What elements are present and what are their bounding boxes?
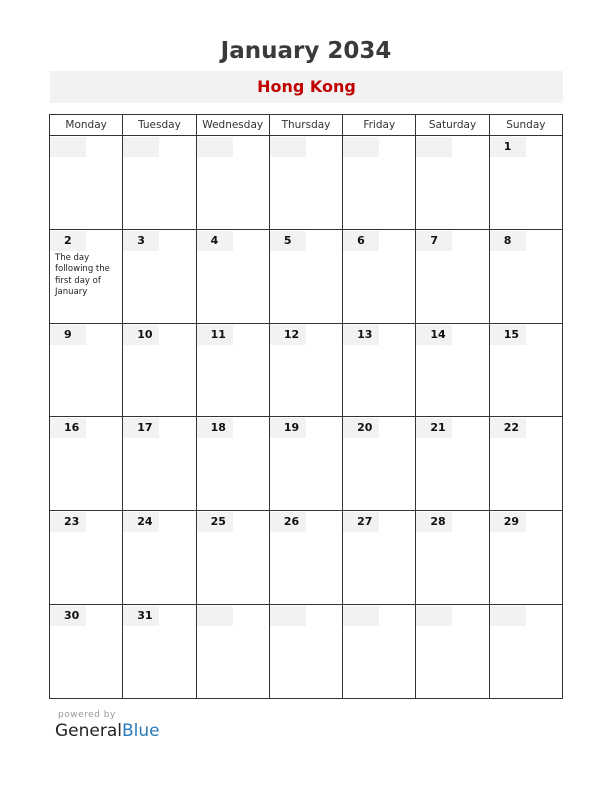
- powered-by-label: powered by: [58, 710, 116, 720]
- brand-blue: Blue: [122, 721, 160, 741]
- day-cell[interactable]: [489, 605, 562, 699]
- day-cell[interactable]: [123, 417, 196, 511]
- weekday-header: Thursday: [269, 115, 342, 136]
- day-cell[interactable]: [343, 323, 416, 417]
- day-number: [416, 606, 452, 626]
- day-number: 28: [416, 512, 452, 532]
- region-banner: [50, 71, 563, 103]
- day-cell[interactable]: [343, 136, 416, 230]
- day-cell[interactable]: [269, 136, 342, 230]
- weekday-header: Tuesday: [123, 115, 196, 136]
- day-cell[interactable]: [416, 229, 489, 323]
- brand-general: General: [55, 721, 122, 741]
- day-number: 8: [490, 231, 526, 251]
- day-number: 22: [490, 418, 526, 438]
- day-cell[interactable]: [50, 323, 123, 417]
- week-row: [50, 136, 563, 230]
- region-name: Hong Kong: [257, 77, 356, 96]
- calendar-body: [50, 136, 563, 699]
- day-number: 10: [123, 325, 159, 345]
- page-title: January 2034: [220, 38, 392, 64]
- day-number: 5: [270, 231, 306, 251]
- day-number: 1: [490, 137, 526, 157]
- day-number: 31: [123, 606, 159, 626]
- day-number: [343, 137, 379, 157]
- weekday-header: Sunday: [489, 115, 562, 136]
- weekday-header: Saturday: [416, 115, 489, 136]
- day-number: [197, 137, 233, 157]
- day-cell[interactable]: [416, 417, 489, 511]
- day-number: 3: [123, 231, 159, 251]
- day-number: [270, 606, 306, 626]
- weekday-header: Wednesday: [196, 115, 269, 136]
- day-cell[interactable]: [489, 229, 562, 323]
- day-number: 2: [50, 231, 86, 251]
- day-cell[interactable]: [196, 417, 269, 511]
- day-cell[interactable]: [123, 323, 196, 417]
- day-cell[interactable]: [269, 417, 342, 511]
- weekday-header: Friday: [343, 115, 416, 136]
- day-cell[interactable]: [343, 511, 416, 605]
- day-number: 15: [490, 325, 526, 345]
- day-cell[interactable]: [50, 605, 123, 699]
- day-cell[interactable]: [50, 511, 123, 605]
- day-number: 19: [270, 418, 306, 438]
- day-cell[interactable]: [196, 136, 269, 230]
- day-number: [50, 137, 86, 157]
- day-number: 14: [416, 325, 452, 345]
- day-cell[interactable]: [196, 229, 269, 323]
- day-cell[interactable]: [489, 417, 562, 511]
- day-number: 30: [50, 606, 86, 626]
- brand-logo[interactable]: [55, 721, 160, 741]
- day-number: [270, 137, 306, 157]
- day-number: 4: [197, 231, 233, 251]
- day-number: 26: [270, 512, 306, 532]
- day-cell[interactable]: [123, 136, 196, 230]
- week-row: [50, 511, 563, 605]
- day-number: 12: [270, 325, 306, 345]
- day-cell[interactable]: [196, 511, 269, 605]
- day-cell[interactable]: [123, 511, 196, 605]
- day-cell[interactable]: [196, 323, 269, 417]
- day-number: [197, 606, 233, 626]
- day-number: [416, 137, 452, 157]
- day-cell[interactable]: [489, 511, 562, 605]
- day-cell[interactable]: [269, 511, 342, 605]
- day-number: [343, 606, 379, 626]
- day-number: 17: [123, 418, 159, 438]
- day-number: 9: [50, 325, 86, 345]
- day-cell[interactable]: [416, 323, 489, 417]
- day-number: 13: [343, 325, 379, 345]
- week-row: [50, 323, 563, 417]
- day-number: 24: [123, 512, 159, 532]
- day-number: 11: [197, 325, 233, 345]
- week-row: [50, 605, 563, 699]
- day-number: [123, 137, 159, 157]
- day-number: 7: [416, 231, 452, 251]
- holiday-label: The day following the first day of January: [55, 252, 110, 298]
- day-cell[interactable]: [489, 323, 562, 417]
- day-cell[interactable]: [269, 605, 342, 699]
- day-number: 25: [197, 512, 233, 532]
- week-row: [50, 229, 563, 323]
- day-number: 16: [50, 418, 86, 438]
- day-cell[interactable]: [416, 511, 489, 605]
- day-number: 6: [343, 231, 379, 251]
- day-number: 23: [50, 512, 86, 532]
- day-number: 29: [490, 512, 526, 532]
- day-cell[interactable]: [416, 605, 489, 699]
- day-cell[interactable]: [343, 229, 416, 323]
- day-cell[interactable]: [416, 136, 489, 230]
- day-cell[interactable]: [196, 605, 269, 699]
- day-cell[interactable]: [343, 605, 416, 699]
- day-number: [490, 606, 526, 626]
- weekday-header: Monday: [50, 115, 123, 136]
- day-number: 20: [343, 418, 379, 438]
- day-cell[interactable]: [269, 229, 342, 323]
- day-cell[interactable]: [50, 229, 123, 323]
- week-row: [50, 417, 563, 511]
- calendar-grid: [49, 114, 563, 699]
- day-cell[interactable]: [50, 136, 123, 230]
- day-number: 18: [197, 418, 233, 438]
- day-number: 21: [416, 418, 452, 438]
- day-number: 27: [343, 512, 379, 532]
- weekday-header-row: [50, 115, 563, 136]
- day-cell[interactable]: [123, 229, 196, 323]
- day-cell[interactable]: [343, 417, 416, 511]
- day-cell[interactable]: [50, 417, 123, 511]
- day-cell[interactable]: [489, 136, 562, 230]
- day-cell[interactable]: [269, 323, 342, 417]
- day-cell[interactable]: [123, 605, 196, 699]
